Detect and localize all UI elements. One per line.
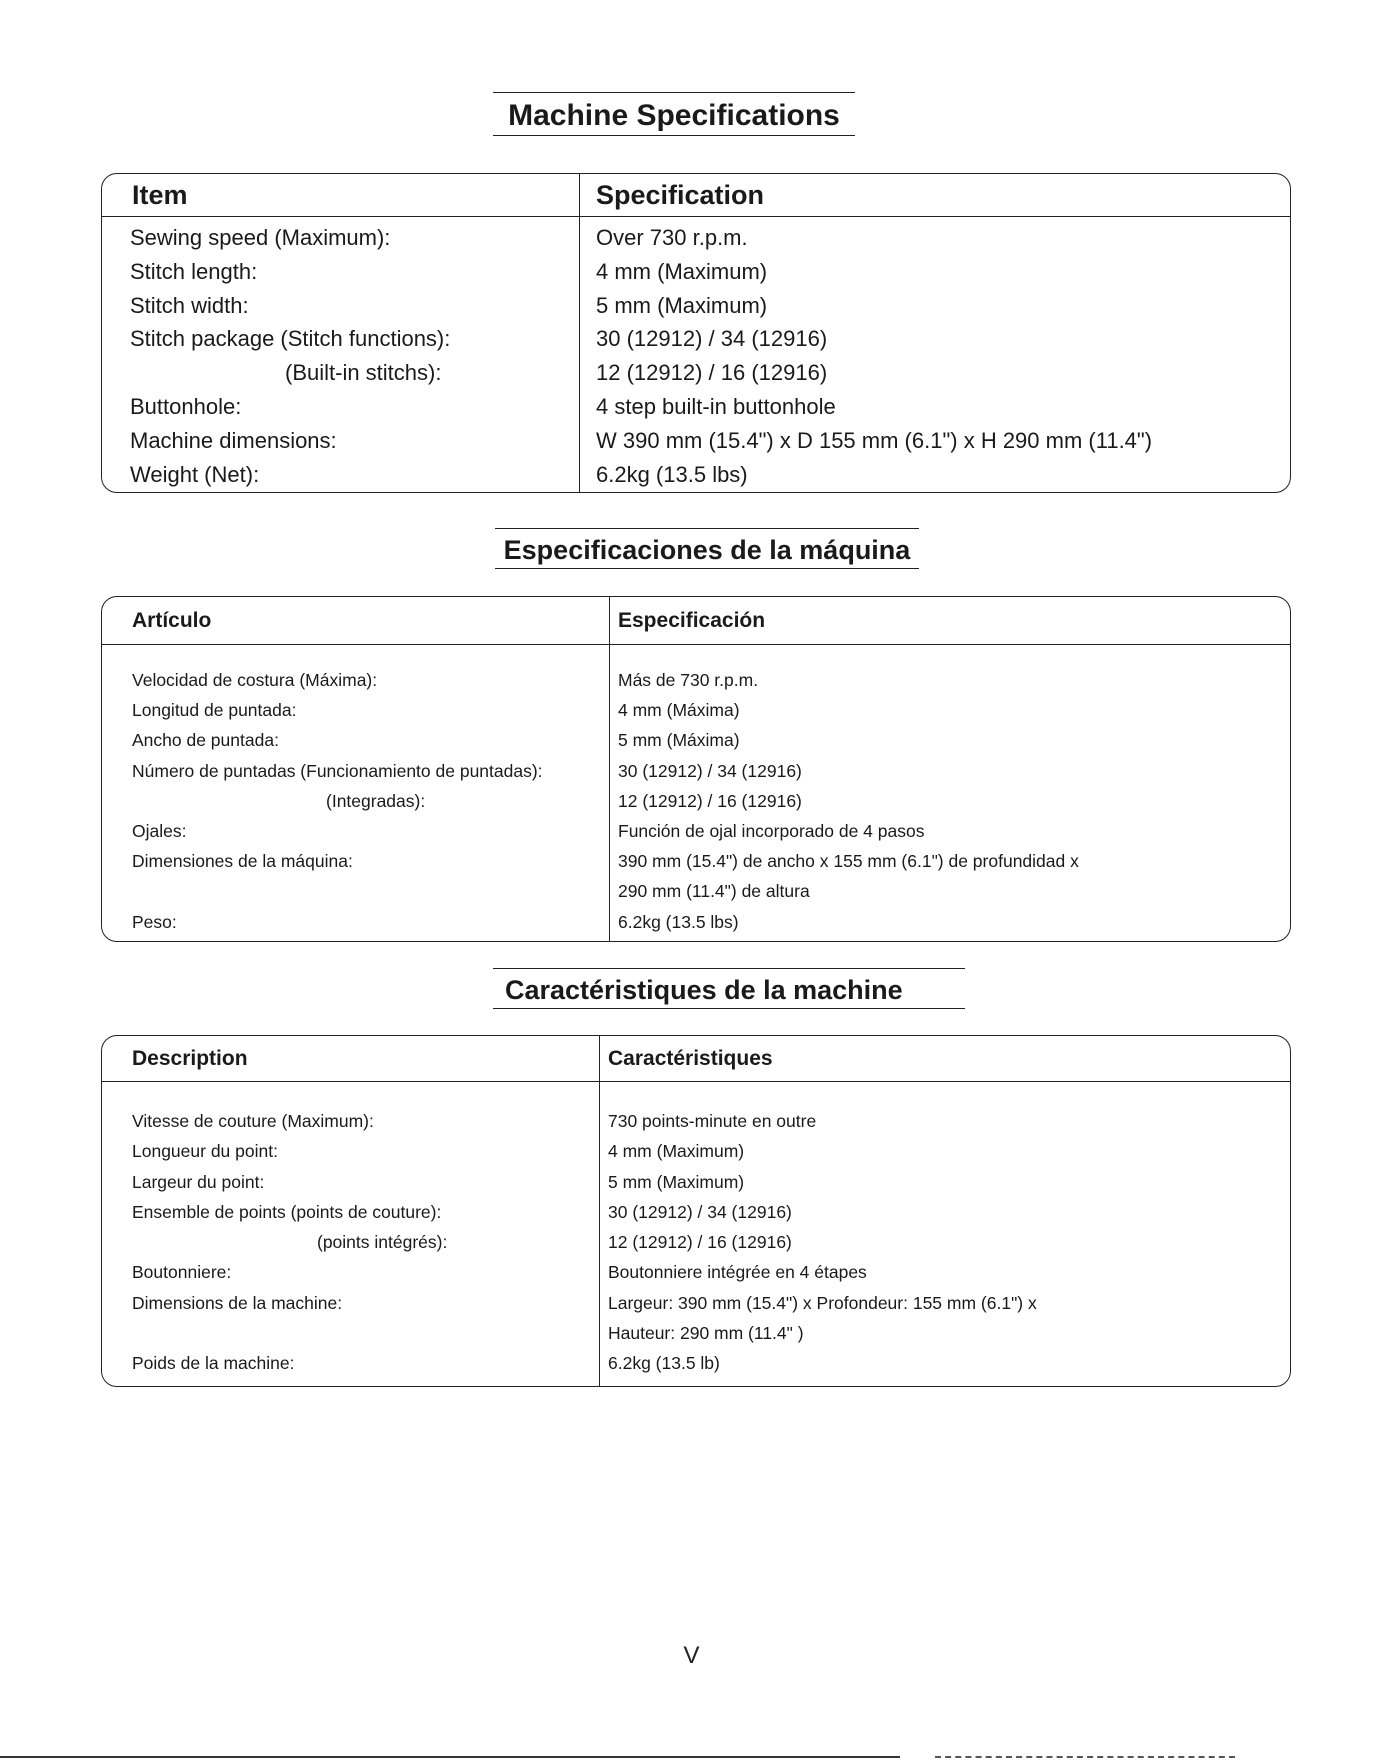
es-header-item: Artículo — [102, 597, 610, 644]
bottom-dash-rule — [935, 1756, 1235, 1758]
fr-label: (points intégrés): — [317, 1232, 448, 1253]
en-header-spec: Specification — [596, 179, 765, 210]
fr-label-column — [102, 1082, 600, 1387]
en-header-item: Item — [102, 174, 580, 216]
en-label: Machine dimensions: — [130, 427, 337, 453]
fr-label — [132, 1318, 599, 1348]
fr-value: 6.2kg (13.5 lb) — [608, 1353, 720, 1374]
es-value: 290 mm (11.4") de altura — [618, 881, 810, 902]
es-label — [132, 876, 609, 906]
en-label: (Built-in stitchs): — [285, 360, 442, 386]
es-value: 4 mm (Máxima) — [618, 700, 740, 721]
fr-spec-table — [101, 1035, 1291, 1387]
fr-value: 730 points-minute en outre — [608, 1111, 817, 1131]
es-label: Velocidad de costura (Máxima): — [132, 670, 378, 690]
en-label: Buttonhole: — [130, 393, 242, 419]
es-header-spec: Especificación — [618, 608, 766, 632]
en-value: W 390 mm (15.4") x D 155 mm (6.1") x H 290 mm (11.4") — [596, 427, 1153, 453]
es-label: Peso: — [132, 911, 177, 932]
es-value: Más de 730 r.p.m. — [618, 670, 759, 690]
en-label: Stitch width: — [130, 292, 249, 318]
fr-value: 30 (12912) / 34 (12916) — [608, 1201, 792, 1222]
fr-title: Caractéristiques de la machine — [493, 969, 965, 1009]
fr-value: Largeur: 390 mm (15.4") x Profondeur: 155 mm (6.1") x — [608, 1292, 1037, 1313]
fr-value: 12 (12912) / 16 (12916) — [608, 1232, 792, 1253]
fr-header-spec: Caractéristiques — [608, 1046, 773, 1070]
fr-title-block — [493, 968, 965, 1009]
en-label: Stitch package (Stitch functions): — [130, 326, 451, 352]
fr-label: Dimensions de la machine: — [132, 1292, 343, 1313]
en-title-block — [493, 92, 855, 136]
page-number: V — [683, 1642, 700, 1669]
es-value: 30 (12912) / 34 (12916) — [618, 760, 802, 781]
fr-value: 4 mm (Maximum) — [608, 1141, 745, 1162]
es-label: Ancho de puntada: — [132, 730, 279, 751]
es-value: Función de ojal incorporado de 4 pasos — [618, 821, 925, 842]
en-value: 6.2kg (13.5 lbs) — [596, 461, 748, 487]
fr-label: Poids de la machine: — [132, 1353, 295, 1374]
es-value: 5 mm (Máxima) — [618, 730, 740, 751]
es-value: 6.2kg (13.5 lbs) — [618, 911, 739, 932]
fr-value: 5 mm (Maximum) — [608, 1171, 745, 1192]
en-value: 4 mm (Maximum) — [596, 258, 768, 284]
en-value: 30 (12912) / 34 (12916) — [596, 326, 828, 352]
en-value-column — [580, 217, 1152, 492]
fr-value: Hauteur: 290 mm (11.4" ) — [608, 1323, 804, 1344]
en-label: Weight (Net): — [130, 461, 260, 487]
en-title: Machine Specifications — [493, 93, 855, 136]
es-title: Especificaciones de la máquina — [495, 529, 919, 569]
fr-label: Boutonniere: — [132, 1262, 232, 1283]
es-label: Dimensiones de la máquina: — [132, 851, 353, 872]
en-value: 4 step built-in buttonhole — [596, 393, 836, 419]
en-value: Over 730 r.p.m. — [596, 225, 748, 250]
fr-label: Largeur du point: — [132, 1171, 265, 1192]
es-label: (Integradas): — [326, 790, 426, 811]
es-value: 390 mm (15.4") de ancho x 155 mm (6.1") de profundidad x — [618, 851, 1079, 872]
es-label: Longitud de puntada: — [132, 700, 297, 721]
fr-label: Ensemble de points (points de couture): — [132, 1201, 442, 1222]
en-value: 12 (12912) / 16 (12916) — [596, 360, 828, 386]
fr-label: Vitesse de couture (Maximum): — [132, 1111, 374, 1131]
es-label: Número de puntadas (Funcionamiento de puntadas): — [132, 760, 543, 781]
en-label: Sewing speed (Maximum): — [130, 225, 391, 250]
en-spec-table — [101, 173, 1291, 493]
fr-value-column — [600, 1082, 1037, 1387]
es-value-column — [610, 645, 1079, 941]
fr-value: Boutonniere intégrée en 4 étapes — [608, 1262, 867, 1283]
en-label-column — [102, 217, 580, 492]
es-title-block — [495, 528, 919, 569]
es-spec-table — [101, 596, 1291, 942]
fr-label: Longueur du point: — [132, 1141, 278, 1162]
fr-header-item: Description — [102, 1036, 600, 1081]
bottom-rule — [0, 1756, 900, 1758]
es-value: 12 (12912) / 16 (12916) — [618, 790, 802, 811]
en-label: Stitch length: — [130, 258, 258, 284]
es-label: Ojales: — [132, 821, 187, 842]
en-value: 5 mm (Maximum) — [596, 292, 768, 318]
es-label-column — [102, 645, 610, 941]
